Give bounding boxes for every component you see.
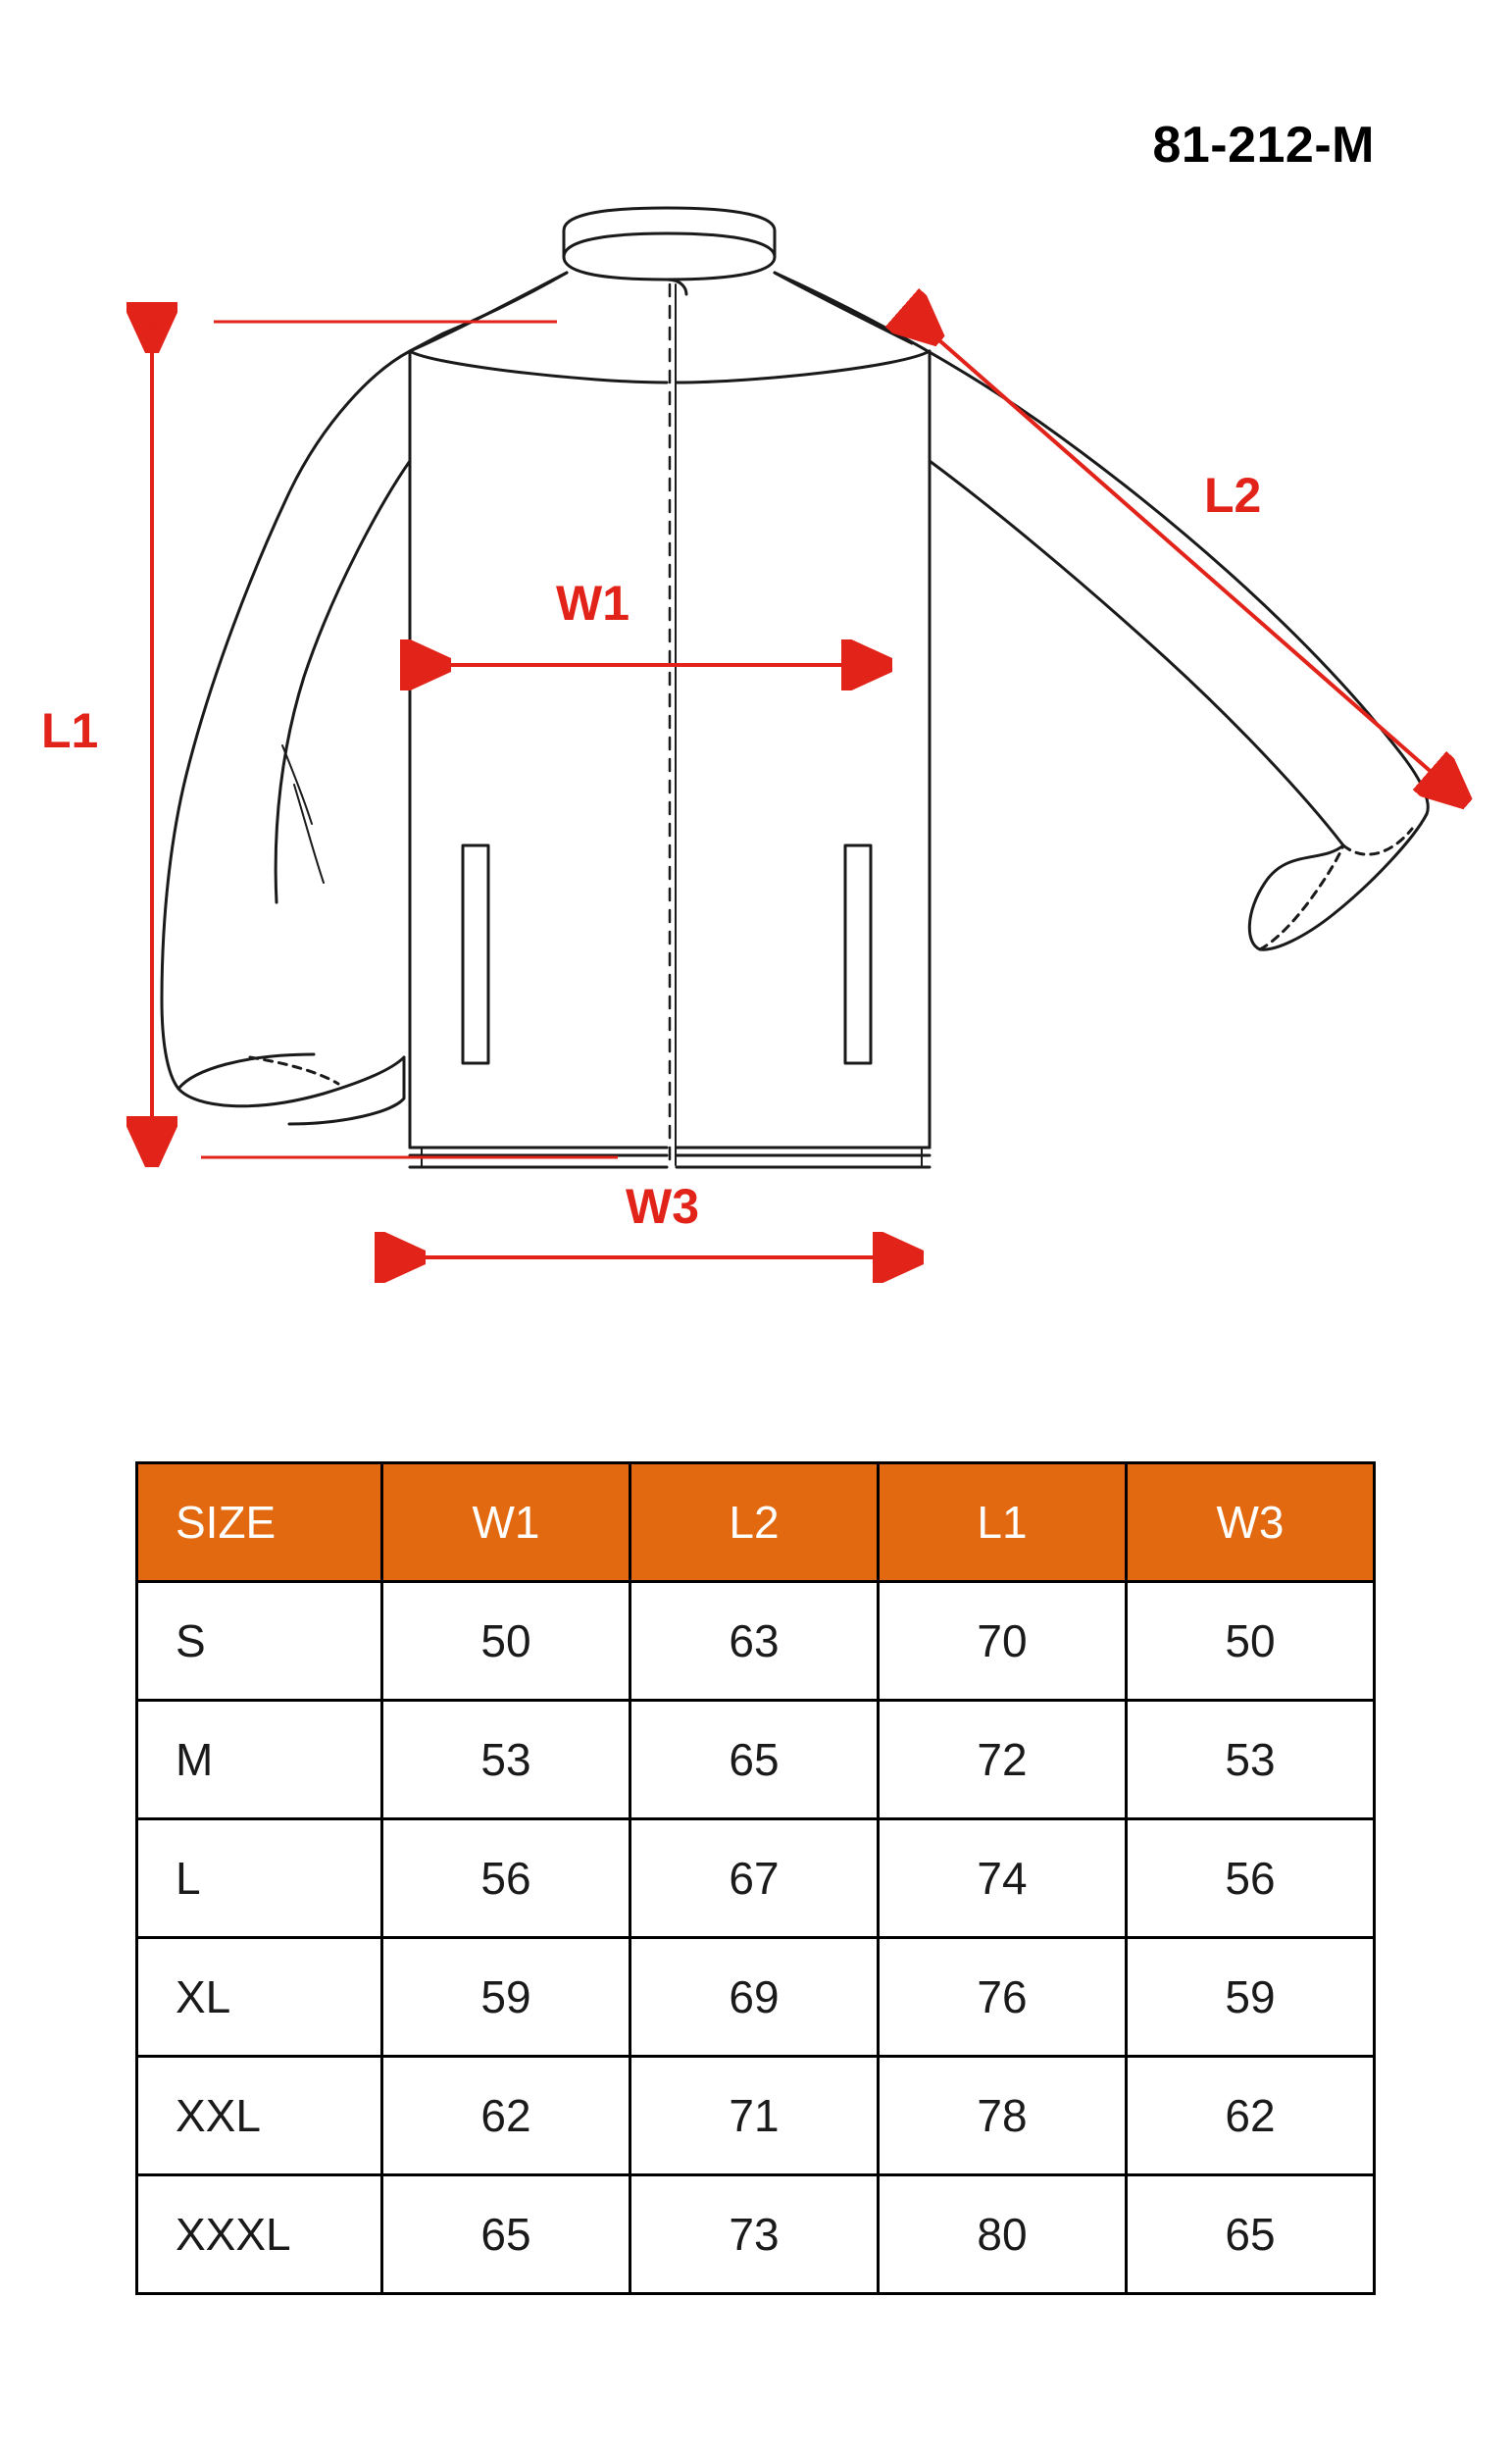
cell-size: XL [137,1938,382,2057]
cell-l2: 73 [630,2175,879,2294]
column-header-w1: W1 [382,1463,630,1582]
cell-w3: 56 [1127,1819,1375,1938]
cell-w1: 65 [382,2175,630,2294]
product-code: 81-212-M [1152,117,1375,174]
column-header-l2: L2 [630,1463,879,1582]
cell-size: XXXL [137,2175,382,2294]
cell-size: XXL [137,2057,382,2175]
cell-l2: 63 [630,1582,879,1701]
cell-l1: 80 [879,2175,1127,2294]
table-row [137,2057,1375,2175]
column-header-size: SIZE [137,1463,382,1582]
cell-l1: 76 [879,1938,1127,2057]
cell-w3: 65 [1127,2175,1375,2294]
table-row [137,1819,1375,1938]
table-row [137,2175,1375,2294]
cell-w3: 62 [1127,2057,1375,2175]
cell-l1: 74 [879,1819,1127,1938]
cell-w1: 59 [382,1938,630,2057]
size-chart-table [135,1461,1376,2295]
cell-w1: 50 [382,1582,630,1701]
cell-l2: 67 [630,1819,879,1938]
dimension-label-w1: W1 [556,576,630,631]
column-header-l1: L1 [879,1463,1127,1582]
cell-l1: 78 [879,2057,1127,2175]
table-header-row [137,1463,1375,1582]
cell-w1: 56 [382,1819,630,1938]
cell-size: M [137,1701,382,1819]
cell-l1: 72 [879,1701,1127,1819]
table-row [137,1938,1375,2057]
table-row [137,1701,1375,1819]
cell-l1: 70 [879,1582,1127,1701]
cell-l2: 65 [630,1701,879,1819]
cell-w3: 50 [1127,1582,1375,1701]
dimension-label-l1: L1 [41,703,99,758]
cell-size: L [137,1819,382,1938]
column-header-w3: W3 [1127,1463,1375,1582]
cell-w3: 59 [1127,1938,1375,2057]
dimension-label-l2: L2 [1204,468,1262,523]
cell-w1: 53 [382,1701,630,1819]
dimension-label-w3: W3 [626,1179,699,1234]
cell-w1: 62 [382,2057,630,2175]
cell-w3: 53 [1127,1701,1375,1819]
cell-l2: 69 [630,1938,879,2057]
cell-l2: 71 [630,2057,879,2175]
table-row [137,1582,1375,1701]
cell-size: S [137,1582,382,1701]
